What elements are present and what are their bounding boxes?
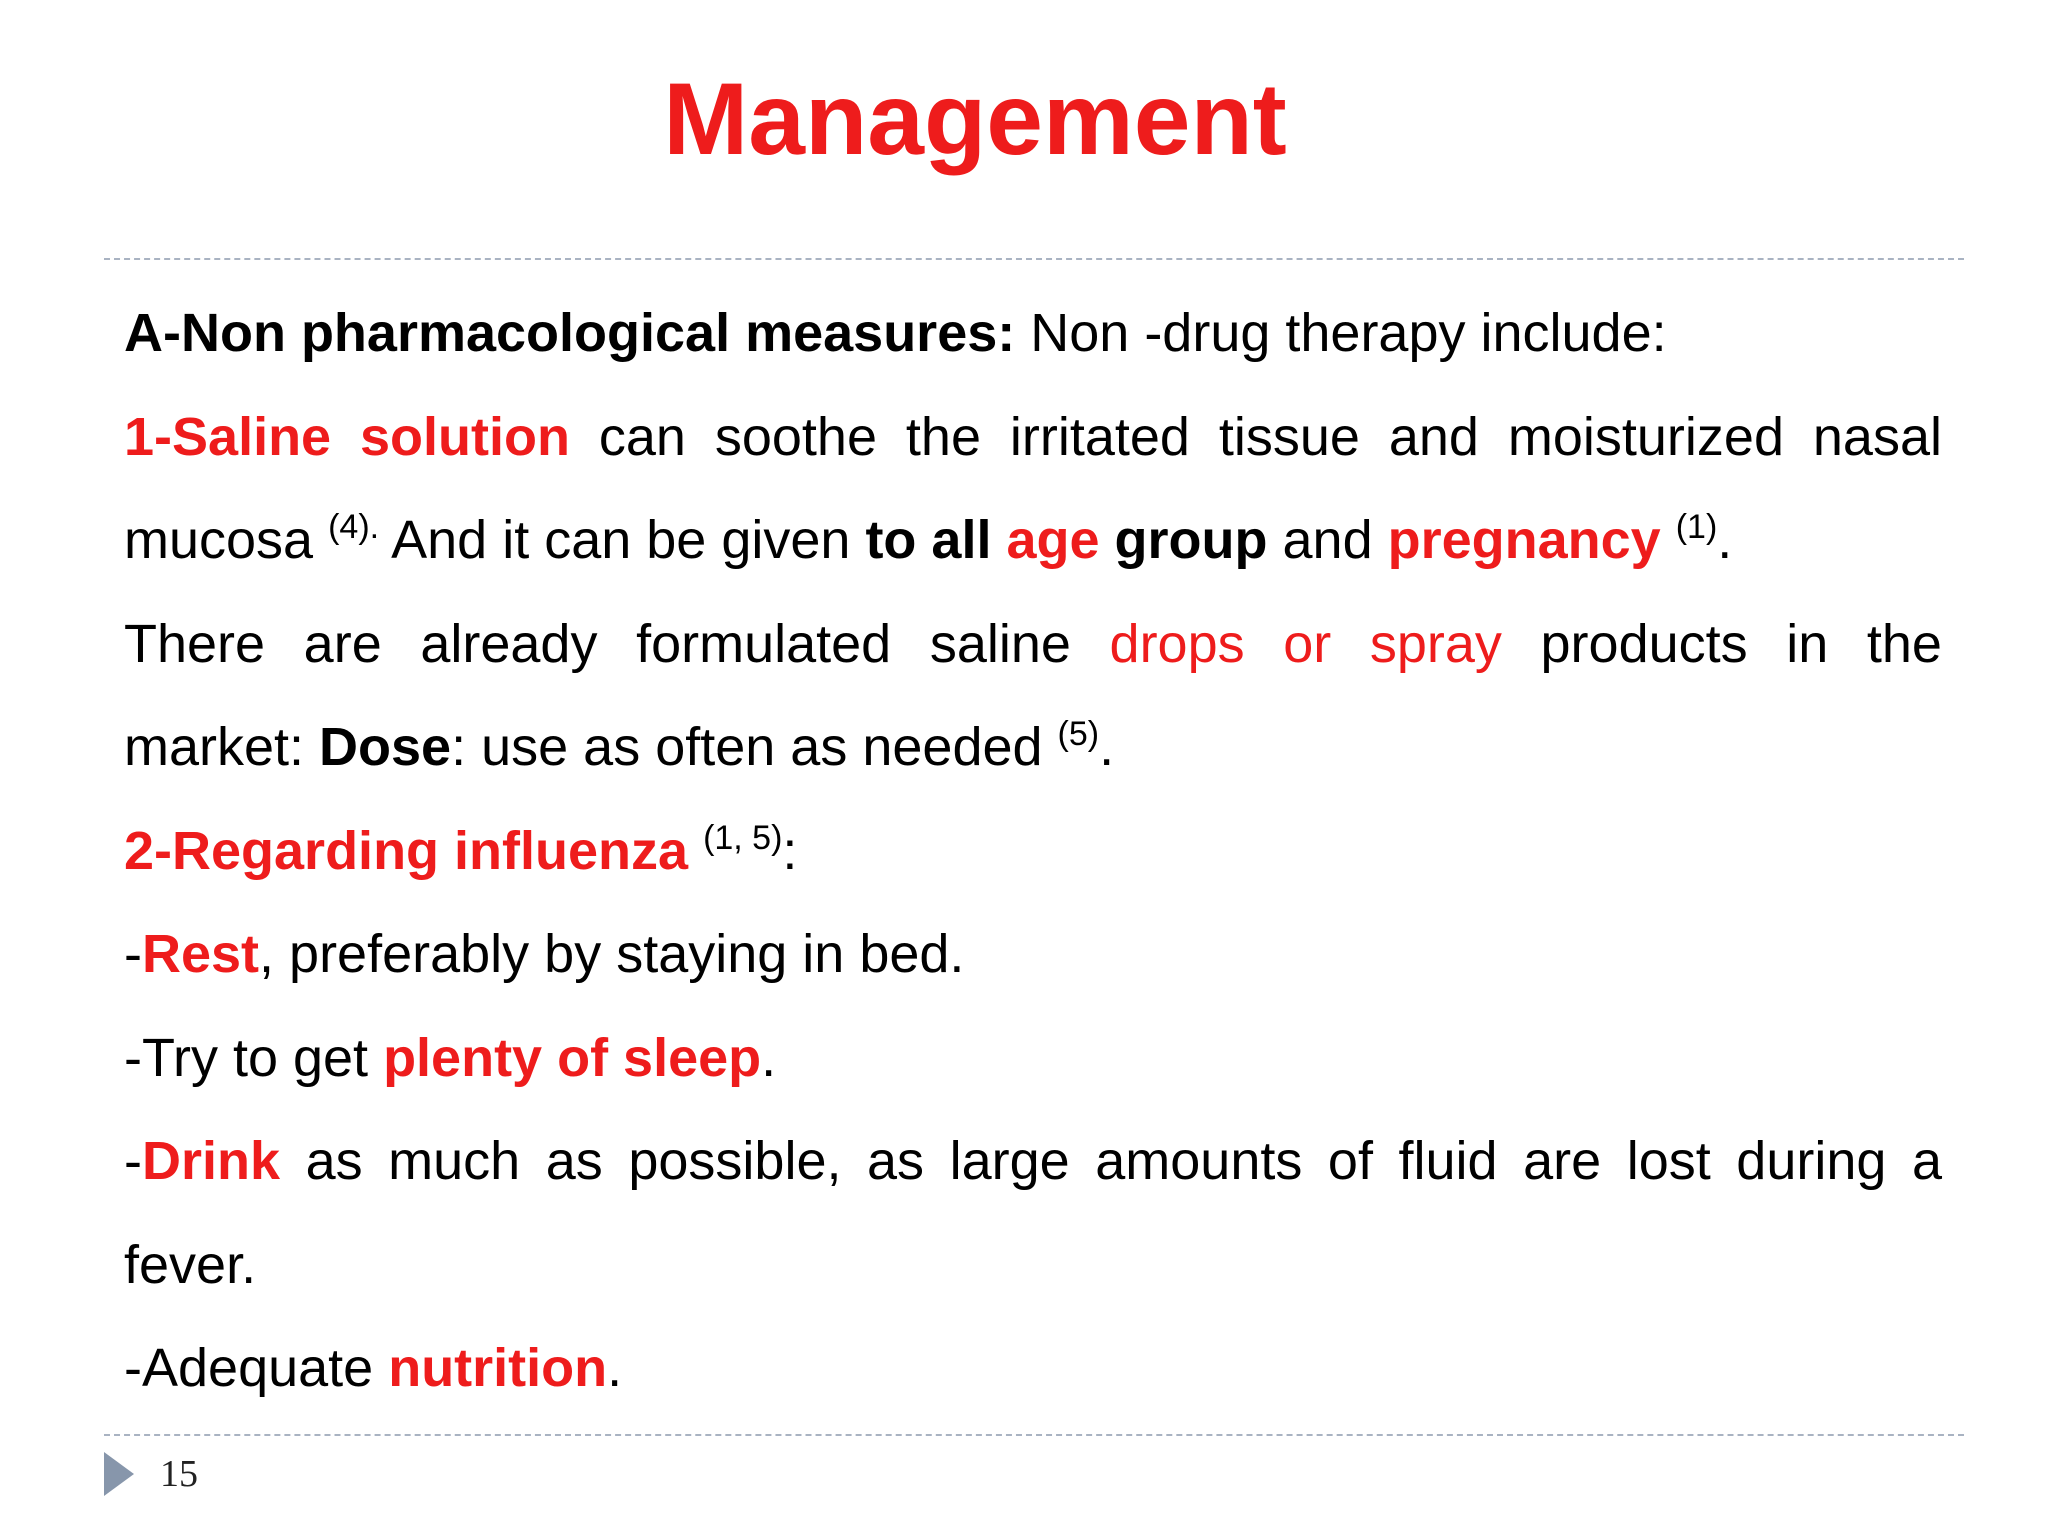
bold-text: to all [865, 510, 992, 570]
text: products in the [1501, 613, 1942, 674]
line-regarding-influenza [124, 800, 1942, 904]
text: . [607, 1338, 623, 1398]
text: -Adequate [124, 1338, 389, 1398]
highlight-rest: Rest [141, 924, 260, 984]
text: . [1099, 717, 1115, 777]
slide-title: Management [663, 62, 1287, 176]
line-mucosa [124, 489, 1942, 593]
line-nutrition [124, 1317, 1942, 1421]
text: : [782, 820, 798, 881]
text: mucosa [124, 510, 329, 570]
line-formulated-products [124, 593, 1942, 697]
item-label-influenza: 2-Regarding influenza [124, 820, 689, 881]
text: -Try to get [124, 1027, 384, 1088]
section-heading: A-Non pharmacological measures: [124, 303, 1016, 363]
bottom-divider [104, 1434, 1964, 1436]
page-number: 15 [160, 1453, 198, 1495]
highlight-sleep: plenty of sleep [383, 1027, 762, 1088]
text: - [124, 924, 142, 984]
text: There are already formulated saline [124, 613, 1110, 674]
space [991, 510, 1006, 570]
line-rest [124, 903, 1942, 1007]
text: market: [124, 717, 320, 777]
line-fever [124, 1214, 1942, 1318]
highlight-drops-spray: drops or spray [1109, 613, 1502, 674]
slide-body [124, 282, 1942, 1421]
text: . [1717, 510, 1733, 570]
text: . [761, 1027, 777, 1088]
space [1661, 510, 1676, 570]
reference: (4). [328, 508, 380, 546]
line-dose [124, 696, 1942, 800]
dose-label: Dose [319, 717, 452, 777]
text: : use as often as needed [451, 717, 1058, 777]
space [688, 821, 703, 881]
line-non-pharmacological [124, 282, 1942, 386]
highlight-pregnancy: pregnancy [1387, 510, 1661, 570]
text: , preferably by staying in bed. [259, 924, 965, 984]
highlight-age: age [1006, 510, 1100, 570]
item-label-saline: 1-Saline solution [124, 406, 570, 467]
text: fever. [124, 1234, 257, 1295]
line-drink [124, 1110, 1942, 1214]
highlight-nutrition: nutrition [388, 1338, 608, 1398]
line-sleep [124, 1007, 1942, 1111]
text: Non -drug therapy include: [1015, 303, 1667, 363]
top-divider [104, 258, 1964, 260]
play-triangle-icon [104, 1452, 134, 1496]
space [1100, 510, 1115, 570]
text: And it can be given [379, 510, 866, 570]
bold-text: group [1114, 510, 1268, 570]
reference: (1, 5) [703, 818, 783, 857]
text: - [124, 1131, 142, 1191]
text: as much as possible, as large amounts of fluid are lost during a [280, 1131, 1942, 1191]
line-saline-solution [124, 386, 1942, 490]
reference: (1) [1675, 508, 1718, 546]
text: can soothe the irritated tissue and moisturized nasal [569, 406, 1942, 467]
highlight-drink: Drink [141, 1131, 281, 1191]
text: and [1267, 510, 1388, 570]
reference: (5) [1057, 715, 1100, 753]
